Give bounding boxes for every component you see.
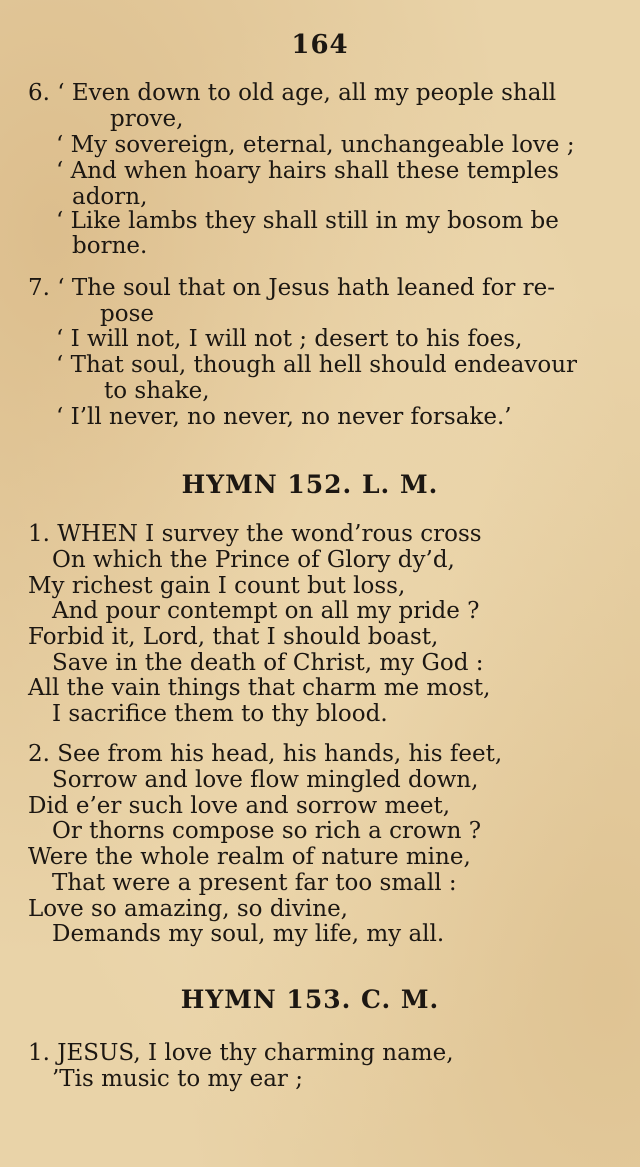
hymn-152-verse-1-line: I sacrifice them to thy blood. — [52, 701, 388, 727]
hymn-152-verse-2-line: Love so amazing, so divine, — [28, 896, 348, 922]
hymn-152-verse-2-line: Or thorns compose so rich a crown ? — [52, 818, 482, 844]
stanza-6-line: adorn, — [72, 184, 148, 210]
hymn-152-verse-1-line: On which the Prince of Glory dy’d, — [52, 547, 455, 573]
stanza-7-line: pose — [100, 301, 154, 327]
hymn-152-verse-2-line: Did e’er such love and sorrow meet, — [28, 793, 451, 819]
stanza-6-line: ‘ And when hoary hairs shall these temples — [56, 158, 559, 184]
hymn-152-verse-1-line: And pour contempt on all my pride ? — [52, 598, 480, 624]
hymn-153-verse-1-line: ’Tis music to my ear ; — [52, 1066, 303, 1092]
stanza-6-line: borne. — [72, 233, 148, 259]
page-number: 164 — [291, 30, 349, 60]
hymn-152-verse-2-line: Sorrow and love flow mingled down, — [52, 767, 479, 793]
stanza-7-line: 7. ‘ The soul that on Jesus hath leaned for re- — [28, 275, 556, 301]
stanza-7-line: ‘ That soul, though all hell should endeavour — [56, 352, 578, 378]
stanza-6-line: 6. ‘ Even down to old age, all my people shall — [28, 80, 557, 106]
stanza-6-line: ‘ My sovereign, eternal, unchangeable love ; — [56, 132, 575, 158]
hymn-152-verse-1-line: Save in the death of Christ, my God : — [52, 650, 484, 676]
hymn-152-title: HYMN 152. L. M. — [181, 470, 439, 499]
stanza-7-line: ‘ I’ll never, no never, no never forsake.’ — [56, 404, 512, 430]
hymn-152-verse-1-line: 1. WHEN I survey the wond’rous cross — [28, 521, 482, 547]
hymn-152-verse-1-line: All the vain things that charm me most, — [28, 675, 491, 701]
hymn-153-title: HYMN 153. C. M. — [180, 985, 440, 1014]
hymn-152-verse-2-line: Were the whole realm of nature mine, — [28, 844, 471, 870]
stanza-6-line: prove, — [110, 106, 184, 132]
hymn-152-verse-2-line: 2. See from his head, his hands, his feet, — [28, 741, 503, 767]
stanza-7-line: to shake, — [104, 378, 210, 404]
stanza-6-line: ‘ Like lambs they shall still in my bosom be — [56, 208, 559, 234]
hymn-152-verse-1-line: My richest gain I count but loss, — [28, 573, 406, 599]
hymn-152-verse-1-line: Forbid it, Lord, that I should boast, — [28, 624, 439, 650]
stanza-7-line: ‘ I will not, I will not ; desert to his foes, — [56, 326, 523, 352]
hymn-152-verse-2-line: That were a present far too small : — [52, 870, 457, 896]
hymn-152-verse-2-line: Demands my soul, my life, my all. — [52, 921, 445, 947]
hymn-153-verse-1-line: 1. JESUS, I love thy charming name, — [28, 1040, 454, 1066]
